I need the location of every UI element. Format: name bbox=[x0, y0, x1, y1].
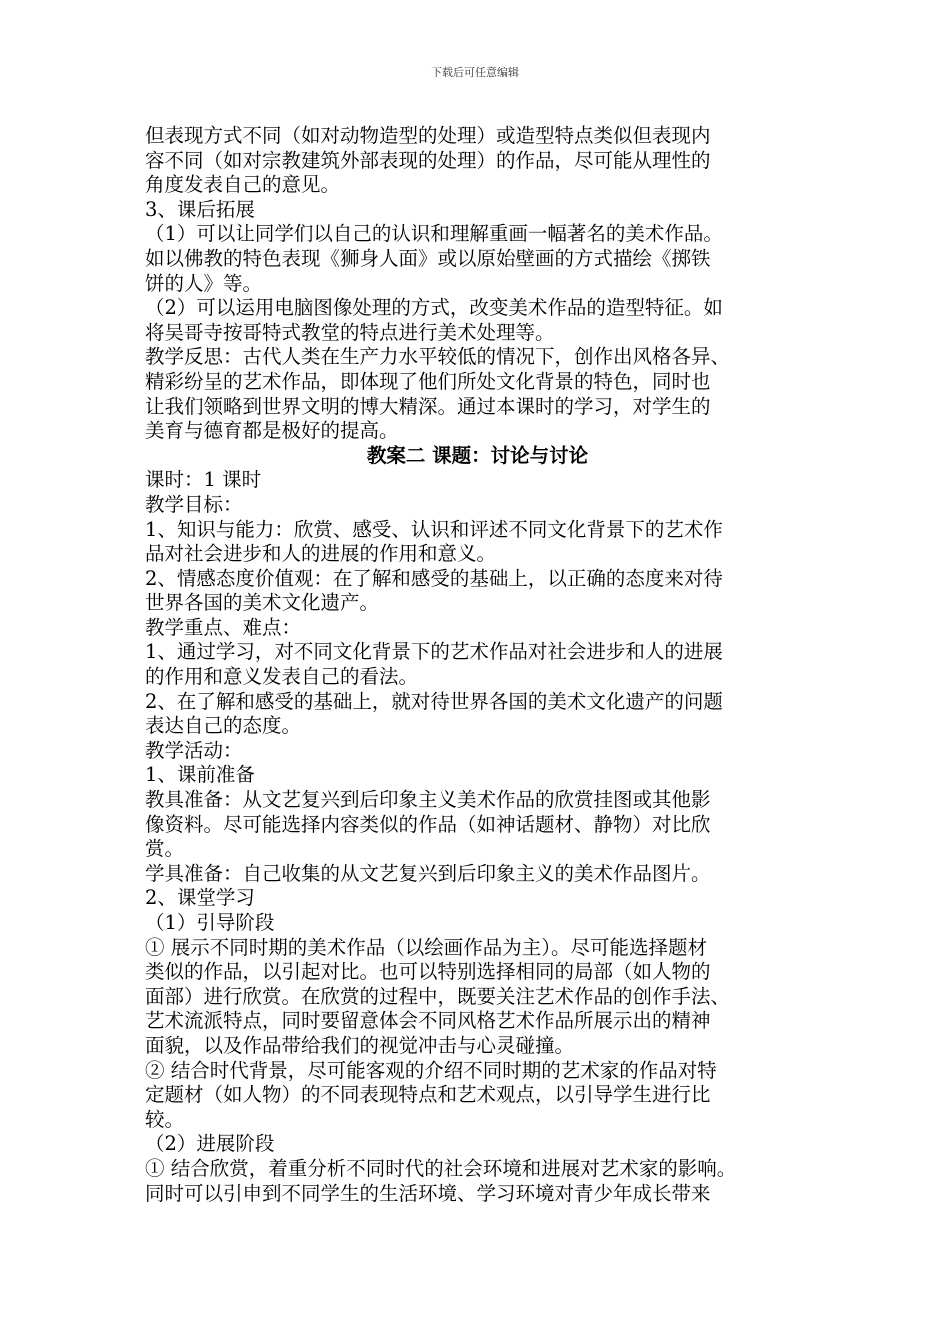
text-line: 2、课堂学习 bbox=[145, 886, 255, 910]
text-line: 像资料。尽可能选择内容类似的作品（如神话题材、静物）对比欣 bbox=[145, 812, 711, 836]
text-line: 让我们领略到世界文明的博大精深。通过本课时的学习，对学生的 bbox=[145, 394, 711, 418]
text-line: 3、课后拓展 bbox=[145, 197, 255, 221]
text-line: 教具准备：从文艺复兴到后印象主义美术作品的欣赏挂图或其他影 bbox=[145, 788, 711, 812]
text-line: 2、在了解和感受的基础上，就对待世界各国的美术文化遗产的问题 bbox=[145, 689, 723, 713]
text-line: （1）可以让同学们以自己的认识和理解重画一幅著名的美术作品。 bbox=[145, 222, 723, 246]
text-line: 1、课前准备 bbox=[145, 763, 255, 787]
section-title: 教案二 课题：讨论与讨论 bbox=[366, 443, 589, 467]
document-body bbox=[145, 124, 810, 1206]
text-line: ① 展示不同时期的美术作品（以绘画作品为主）。尽可能选择题材 bbox=[145, 935, 707, 959]
text-line: 课时：1 课时 bbox=[145, 468, 262, 492]
text-line: 将吴哥寺按哥特式教堂的特点进行美术处理等。 bbox=[145, 320, 555, 344]
text-line: 1、通过学习，对不同文化背景下的艺术作品对社会进步和人的进展 bbox=[145, 640, 723, 664]
text-line: 较。 bbox=[145, 1107, 185, 1131]
text-line: （2）可以运用电脑图像处理的方式，改变美术作品的造型特征。如 bbox=[145, 296, 723, 320]
text-line: 定题材（如人物）的不同表现特点和艺术观点，以引导学生进行比 bbox=[145, 1083, 711, 1107]
text-line: ② 结合时代背景，尽可能客观的介绍不同时期的艺术家的作品对特 bbox=[145, 1058, 717, 1082]
text-line: 教学重点、难点： bbox=[145, 615, 302, 639]
text-line: 1、知识与能力：欣赏、感受、认识和评述不同文化背景下的艺术作 bbox=[145, 517, 723, 541]
text-line: 艺术流派特点，同时要留意体会不同风格艺术作品所展示出的精神 bbox=[145, 1009, 711, 1033]
text-line: 容不同（如对宗教建筑外部表现的处理）的作品，尽可能从理性的 bbox=[145, 148, 711, 172]
text-line: 面部）进行欣赏。在欣赏的过程中，既要关注艺术作品的创作手法、 bbox=[145, 984, 731, 1008]
text-line: 角度发表自己的意见。 bbox=[145, 173, 341, 197]
text-line: （2）进展阶段 bbox=[145, 1132, 275, 1156]
text-line: 表达自己的态度。 bbox=[145, 714, 302, 738]
text-line: 但表现方式不同（如对动物造型的处理）或造型特点类似但表现内 bbox=[145, 124, 711, 147]
text-line: 面貌，以及作品带给我们的视觉冲击与心灵碰撞。 bbox=[145, 1033, 575, 1057]
text-line: 类似的作品，以引起对比。也可以特别选择相同的局部（如人物的 bbox=[145, 960, 711, 984]
text-line: 教学活动： bbox=[145, 738, 243, 762]
text-line: 同时可以引申到不同学生的生活环境、学习环境对青少年成长带来 bbox=[145, 1181, 711, 1205]
text-line: 教学反思：古代人类在生产力水平较低的情况下，创作出风格各异、 bbox=[145, 345, 731, 369]
text-line: 赏。 bbox=[145, 837, 185, 861]
text-line: 美育与德育都是极好的提高。 bbox=[145, 419, 399, 443]
text-line: 学具准备：自己收集的从文艺复兴到后印象主义的美术作品图片。 bbox=[145, 861, 711, 885]
text-line: 世界各国的美术文化遗产。 bbox=[145, 591, 380, 615]
text-line: 精彩纷呈的艺术作品，即体现了他们所处文化背景的特色，同时也 bbox=[145, 369, 711, 393]
text-line: 2、情感态度价值观：在了解和感受的基础上，以正确的态度来对待 bbox=[145, 566, 723, 590]
text-line: 教学目标： bbox=[145, 492, 243, 516]
text-line: ① 结合欣赏，着重分析不同时代的社会环境和进展对艺术家的影响。 bbox=[145, 1156, 737, 1180]
text-line: 如以佛教的特色表现《狮身人面》或以原始壁画的方式描绘《掷铁 bbox=[145, 246, 711, 270]
page-header: 下载后可任意编辑 bbox=[431, 66, 519, 79]
text-line: （1）引导阶段 bbox=[145, 911, 275, 934]
text-line: 品对社会进步和人的进展的作用和意义。 bbox=[145, 542, 497, 566]
text-line: 饼的人》等。 bbox=[145, 271, 263, 295]
text-line: 的作用和意义发表自己的看法。 bbox=[145, 665, 419, 689]
